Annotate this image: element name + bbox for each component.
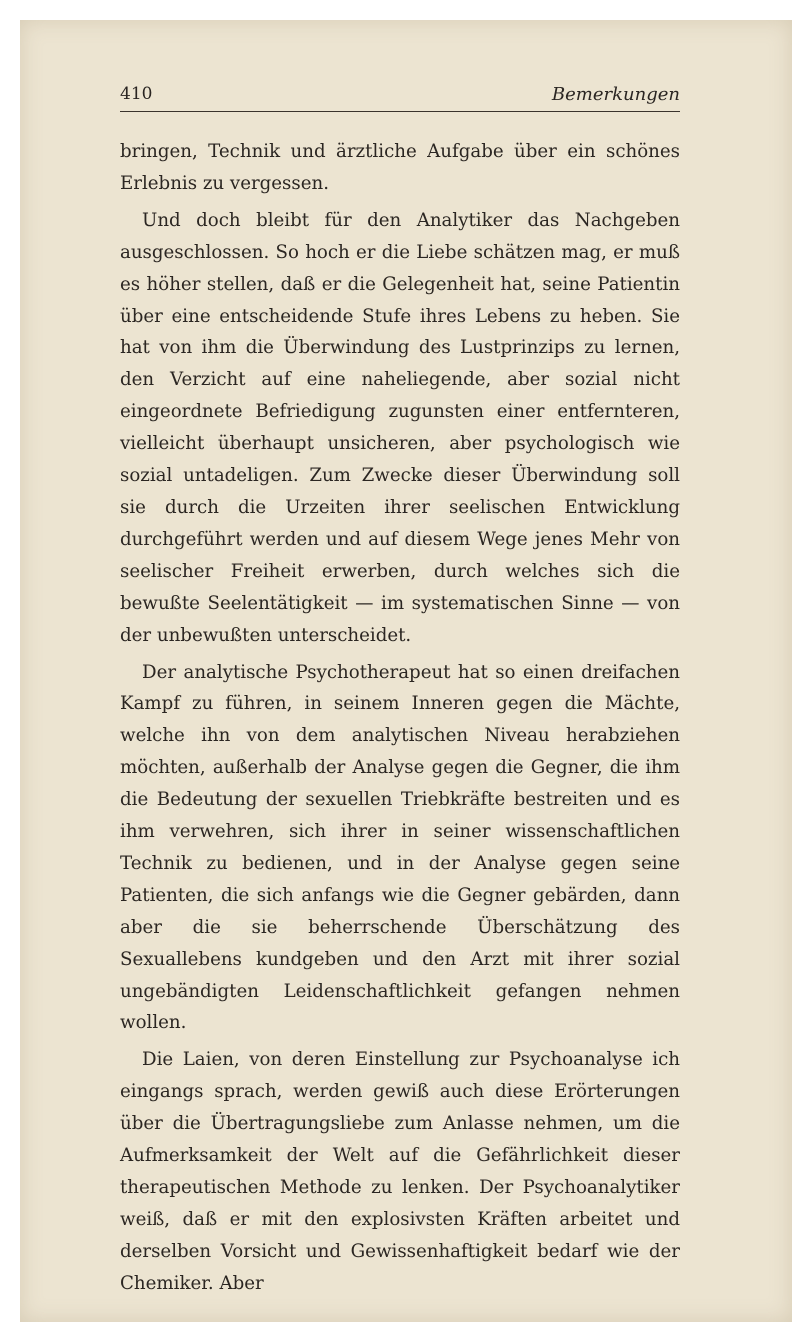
paragraph: Und doch bleibt für den Analytiker das Nachgeben ausgeschlossen. So hoch er die Liebe schätzen mag, er muß es höher stellen, daß er die Gelegenheit hat, seine Patientin über eine entscheidende Stufe ihres Lebens zu heben. Sie hat von ihm die Überwindung des Lustprinzips zu lernen, den Verzicht auf eine naheliegende, aber sozial nicht eingeordnete Befriedigung zugunsten einer entfernteren, vielleicht überhaupt unsicheren, aber psychologisch wie sozial untadeligen. Zum Zwecke dieser Überwindung soll sie durch die Urzeiten ihrer seelischen Entwicklung durchgeführt werden und auf diesem Wege jenes Mehr von seelischer Freiheit erwerben, durch welches sich die bewußte Seelentätigkeit — im systematischen Sinne — von der unbewußten unterscheidet. <box>120 209 680 646</box>
body-text <box>120 136 680 1305</box>
paragraph-continuation: bringen, Technik und ärztliche Aufgabe über ein schönes Erlebnis zu vergessen. <box>120 141 680 194</box>
page-number: 410 <box>120 84 153 104</box>
paragraph: Der analytische Psychotherapeut hat so einen dreifachen Kampf zu führen, in seinem Inneren gegen die Mächte, welche ihn von dem analytischen Niveau herabziehen möchten, außerhalb der Analyse gegen die Gegner, die ihm die Bedeutung der sexuellen Triebkräfte bestreiten und es ihm verwehren, sich ihrer in seiner wissenschaftlichen Technik zu bedienen, und in der Analyse gegen seine Patienten, die sich anfangs wie die Gegner gebärden, dann aber die sie beherrschende Überschätzung des Sexuallebens kundgeben und den Arzt mit ihrer sozial ungebändigten Leidenschaftlichkeit gefangen nehmen wollen. <box>120 661 680 1034</box>
paragraph: Die Laien, von deren Einstellung zur Psychoanalyse ich eingangs sprach, werden gewiß auch diese Erörterungen über die Übertragungsliebe zum Anlasse nehmen, um die Aufmerksamkeit der Welt auf die Gefährlichkeit dieser therapeutischen Methode zu lenken. Der Psychoanalytiker weiß, daß er mit den explosivsten Kräften arbeitet und derselben Vorsicht und Gewissenhaftigkeit bedarf wie der Chemiker. Aber <box>120 1049 680 1294</box>
running-head: Bemerkungen <box>551 84 680 105</box>
page-header <box>120 82 680 108</box>
header-rule <box>120 111 680 112</box>
